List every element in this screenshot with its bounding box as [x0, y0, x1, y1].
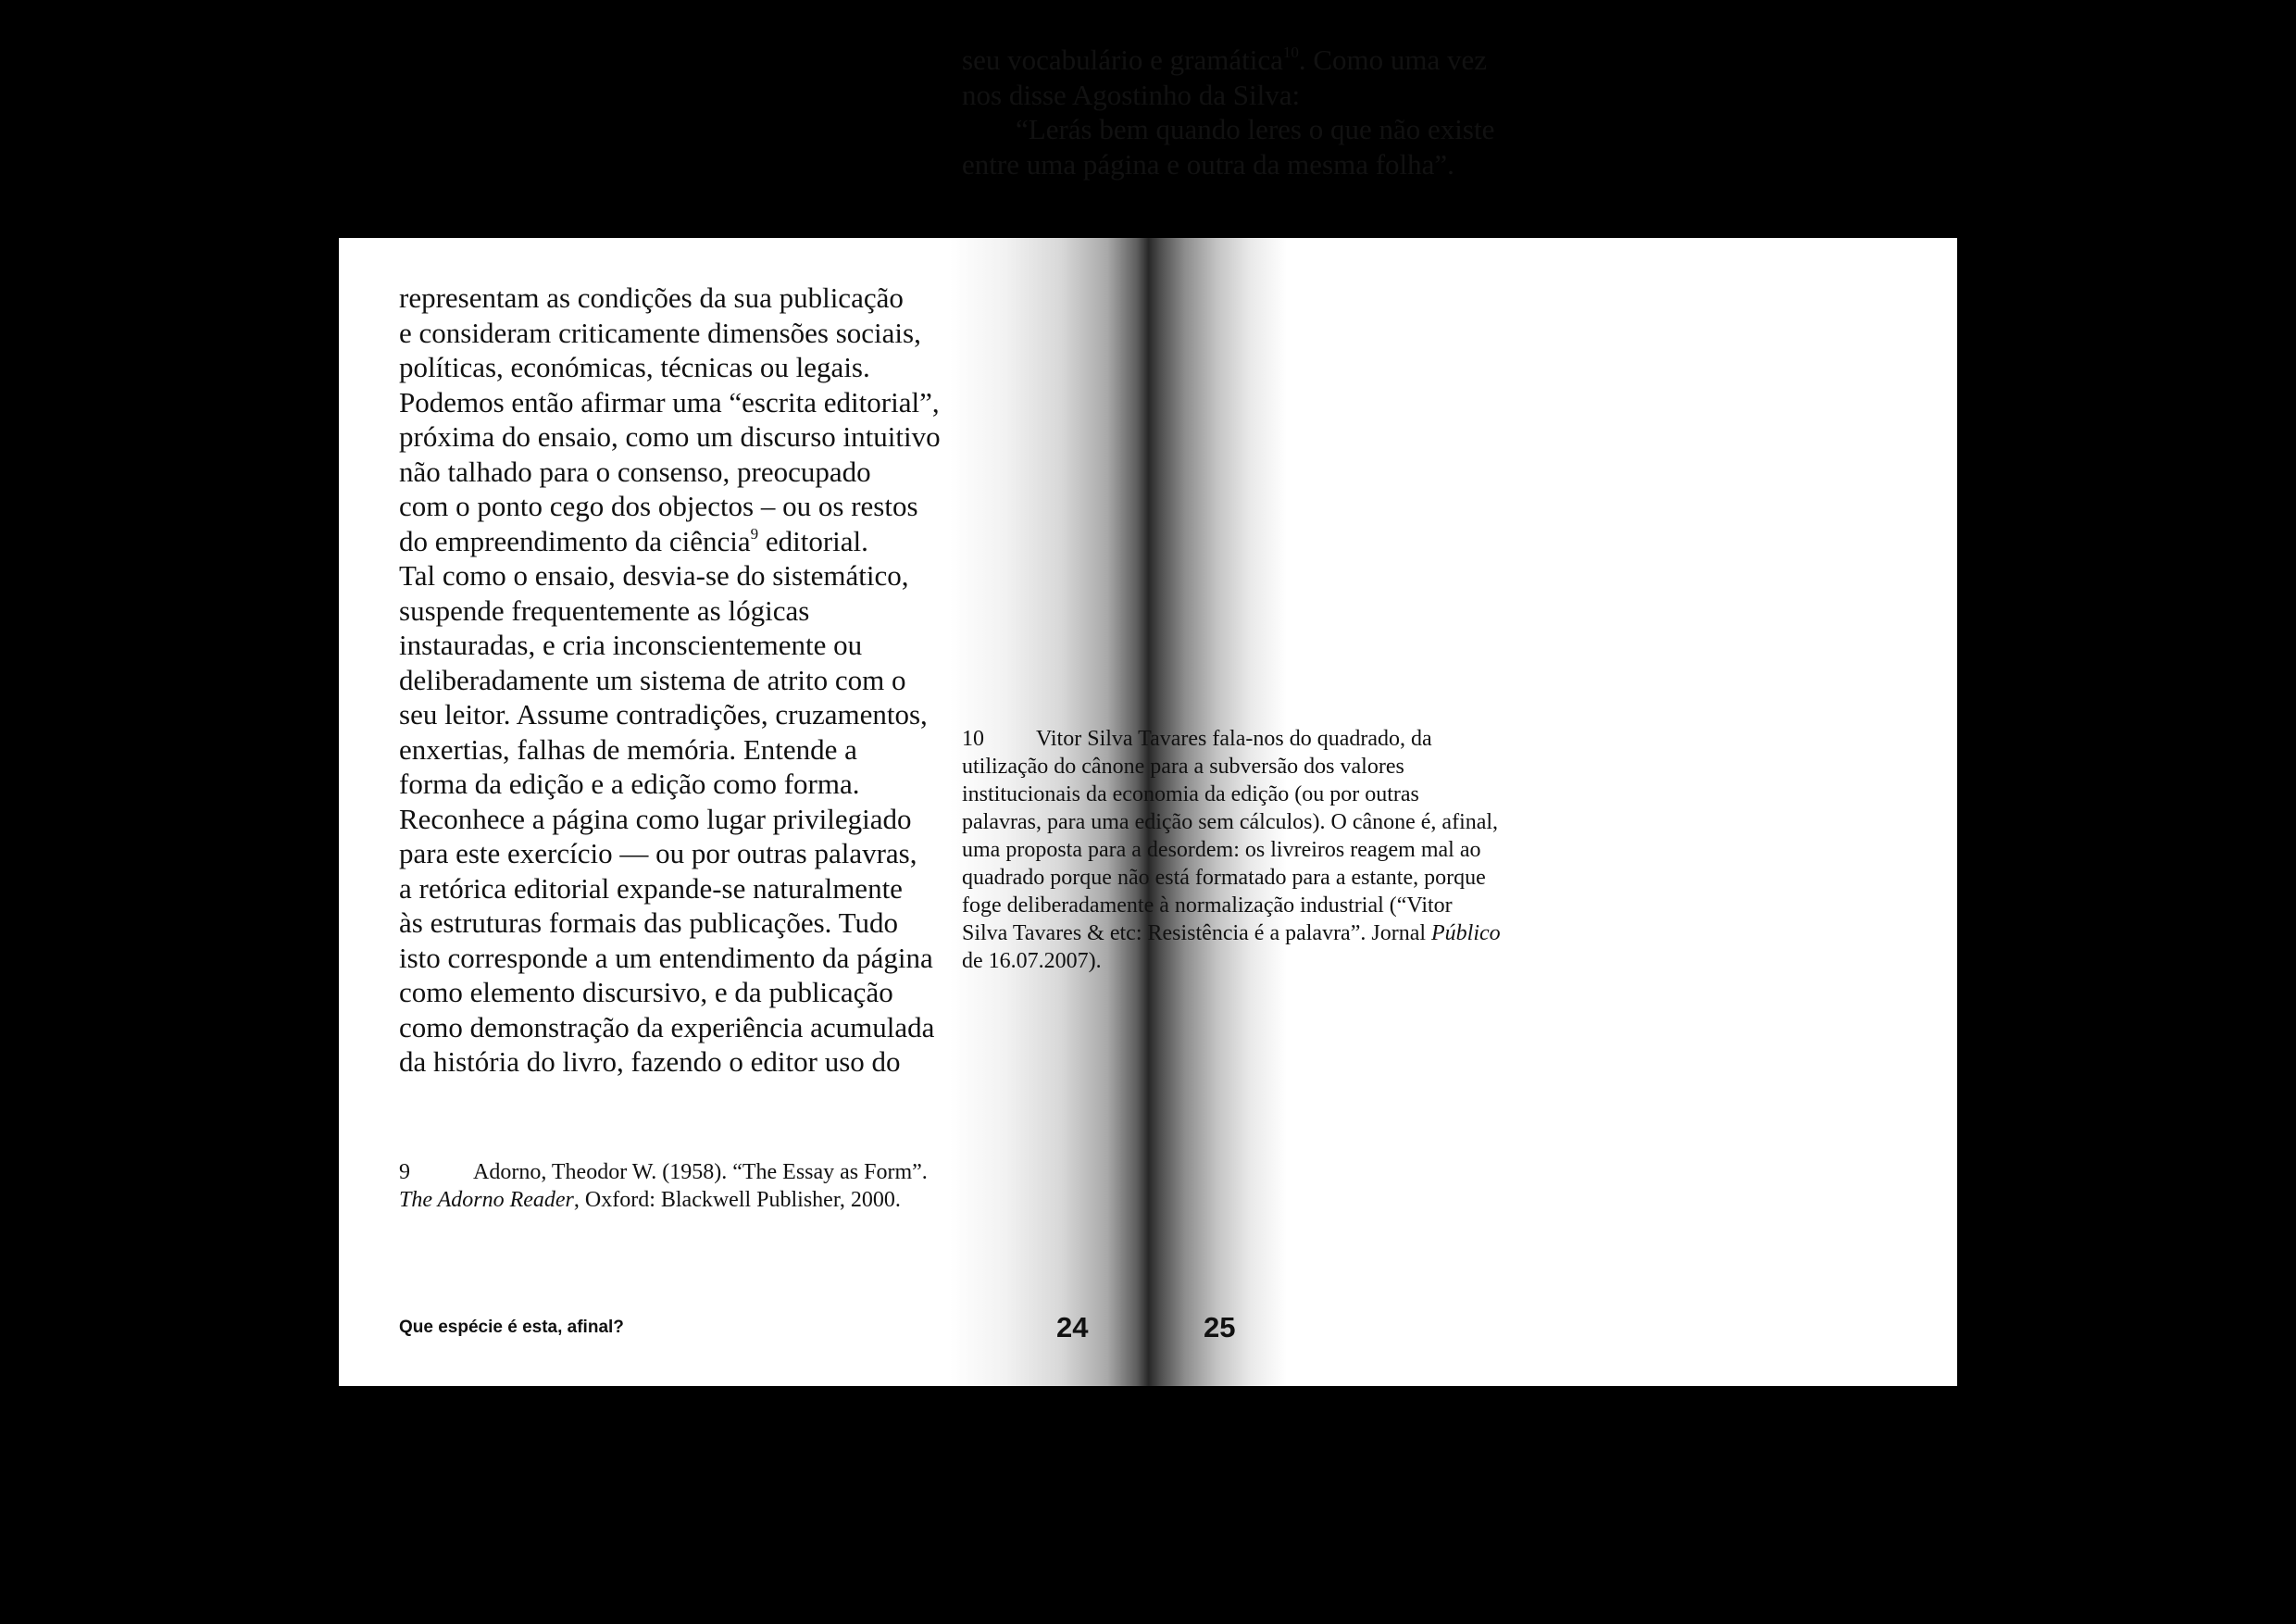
footnote-title-italic: The Adorno Reader — [399, 1188, 574, 1212]
body-line: nos disse Agostinho da Silva: — [962, 78, 1301, 111]
footnote-line: institucionais da economia da edição (ou por outras — [962, 782, 1419, 806]
body-line: seu leitor. Assume contradições, cruzamentos, — [399, 698, 928, 731]
body-line-part: . Como uma vez — [1298, 44, 1488, 76]
body-line: políticas, económicas, técnicas ou legais. — [399, 351, 870, 383]
body-line: para este exercício — ou por outras palavras, — [399, 837, 917, 869]
footnote-line: de 16.07.2007). — [962, 949, 1102, 973]
footnote-line — [962, 919, 1501, 947]
body-line: deliberadamente um sistema de atrito com o — [399, 663, 906, 696]
body-line-with-note — [399, 524, 941, 559]
body-line-with-note — [962, 43, 1494, 78]
footnote-reference-9: 9 — [750, 524, 759, 543]
footnote-10 — [962, 725, 1501, 975]
body-line: e consideram criticamente dimensões sociais, — [399, 316, 921, 349]
body-line-part: editorial. — [758, 524, 868, 557]
body-line: às estruturas formais das publicações. Tudo — [399, 906, 898, 939]
body-line: representam as condições da sua publicação — [399, 281, 904, 314]
running-title: Que espécie é esta, afinal? — [399, 1318, 624, 1337]
footnote-number: 10 — [962, 727, 984, 751]
body-line: instauradas, e cria inconscientemente ou — [399, 629, 863, 661]
footnote-9 — [399, 1158, 928, 1214]
footnote-text: Silva Tavares & etc: Resistência é a palavra”. Jornal — [962, 921, 1432, 945]
body-line: Reconhece a página como lugar privilegiado — [399, 802, 912, 835]
body-line: forma da edição e a edição como forma. — [399, 768, 860, 800]
footnote-line: palavras, para uma edição sem cálculos). O cânone é, afinal, — [962, 810, 1499, 834]
body-line: como elemento discursivo, e da publicação — [399, 976, 893, 1008]
page-number-left: 24 — [1056, 1311, 1089, 1343]
body-line: não talhado para o consenso, preocupado — [399, 455, 871, 488]
body-line: enxertias, falhas de memória. Entende a — [399, 732, 857, 766]
page-number-right: 25 — [1204, 1311, 1236, 1343]
footnote-number: 9 — [399, 1160, 410, 1184]
body-line: Podemos então afirmar uma “escrita editorial”, — [399, 385, 940, 418]
body-line: a retórica editorial expande-se naturalmente — [399, 871, 903, 905]
footnote-text: , Oxford: Blackwell Publisher, 2000. — [573, 1188, 901, 1212]
footnote-line — [962, 725, 1501, 753]
footnote-line: foge deliberadamente à normalização industrial (“Vitor — [962, 893, 1453, 918]
body-line: Tal como o ensaio, desvia-se do sistemático, — [399, 559, 909, 592]
body-line: da história do livro, fazendo o editor uso do — [399, 1045, 901, 1078]
newspaper-title-italic: Público — [1431, 921, 1501, 945]
body-line: como demonstração da experiência acumulada — [399, 1010, 935, 1043]
body-line: com o ponto cego dos objectos – ou os restos — [399, 490, 918, 522]
footnote-line: utilização do cânone para a subversão dos valores — [962, 755, 1404, 779]
footnote-line — [399, 1158, 928, 1186]
right-body-text — [962, 43, 1494, 181]
body-line-part: seu vocabulário e gramática — [962, 44, 1283, 76]
footnote-reference-10: 10 — [1282, 44, 1299, 61]
body-line: isto corresponde a um entendimento da página — [399, 941, 933, 974]
quote-line: entre uma página e outra da mesma folha”. — [962, 147, 1454, 181]
footnote-line: uma proposta para a desordem: os livreiros reagem mal ao — [962, 838, 1481, 862]
footnote-text: Vitor Silva Tavares fala-nos do quadrado, da — [1036, 727, 1432, 751]
footnote-line: quadrado porque não está formatado para a estante, porque — [962, 866, 1486, 890]
body-line: próxima do ensaio, como um discurso intuitivo — [399, 420, 941, 453]
body-line: suspende frequentemente as lógicas — [399, 593, 810, 627]
footnote-line — [399, 1186, 928, 1214]
footnote-text: Adorno, Theodor W. (1958). “The Essay as Form”. — [473, 1160, 928, 1184]
quote-line: “Lerás bem quando leres o que não existe — [1016, 113, 1495, 145]
body-line-part: do empreendimento da ciência — [399, 524, 751, 557]
left-body-text — [399, 281, 941, 1080]
